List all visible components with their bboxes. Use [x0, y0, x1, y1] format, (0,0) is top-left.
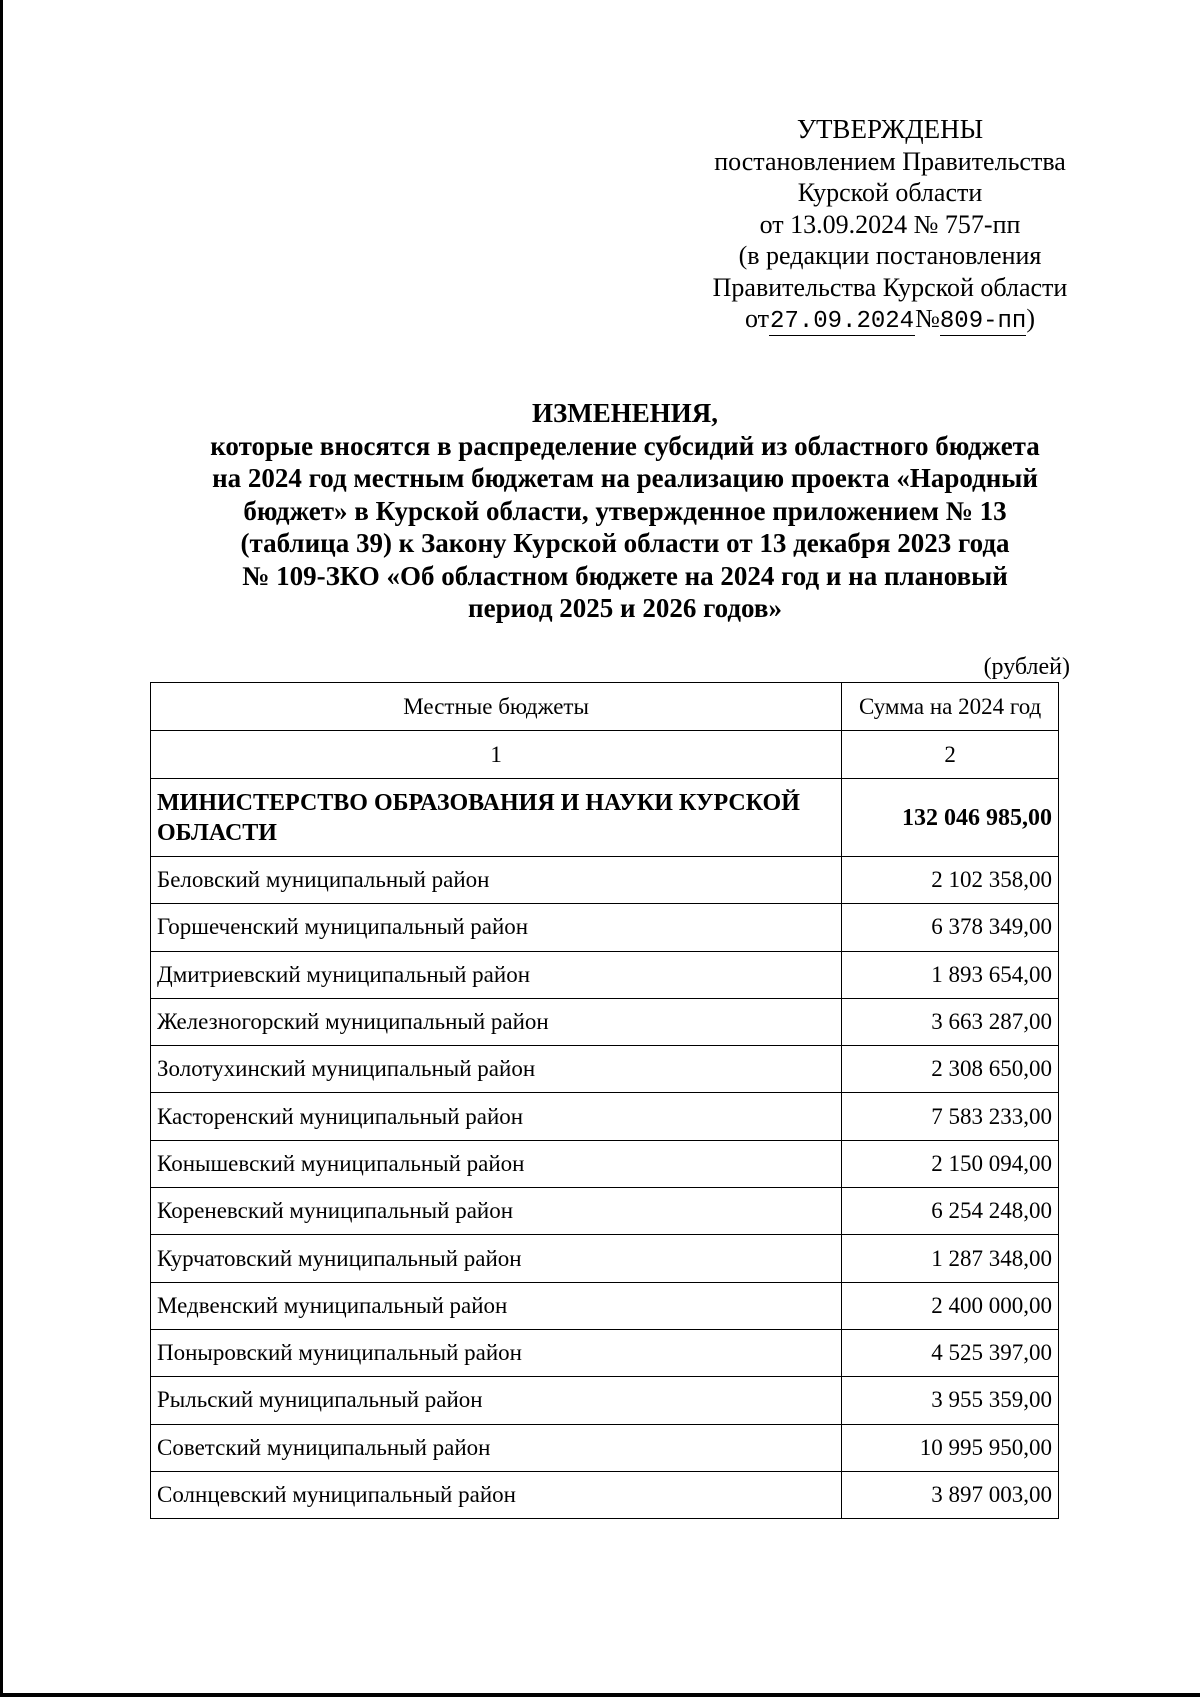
district-amount: 3 955 359,00	[842, 1377, 1059, 1424]
district-amount: 10 995 950,00	[842, 1424, 1059, 1471]
district-name: Поныровский муниципальный район	[151, 1329, 842, 1376]
amendment-date: 27.09.2024	[770, 308, 915, 335]
table-row	[151, 1471, 1059, 1518]
ministry-total-amount: 132 046 985,00	[842, 779, 1059, 857]
number-sign: №	[915, 304, 940, 333]
district-name: Рыльский муниципальный район	[151, 1377, 842, 1424]
district-name: Солнцевский муниципальный район	[151, 1471, 842, 1518]
heading-title: ИЗМЕНЕНИЯ,	[531, 398, 718, 428]
unit-label: (рублей)	[983, 654, 1070, 680]
district-name: Дмитриевский муниципальный район	[151, 951, 842, 998]
district-amount: 1 287 348,00	[842, 1235, 1059, 1282]
ministry-total-row	[151, 779, 1059, 857]
district-amount: 4 525 397,00	[842, 1329, 1059, 1376]
table-row	[151, 1329, 1059, 1376]
district-amount: 2 308 650,00	[842, 1046, 1059, 1093]
closing-paren: )	[1026, 304, 1035, 333]
approval-line: от 13.09.2024 № 757-пп	[759, 209, 1021, 239]
scan-edge-left	[0, 0, 3, 1697]
heading-line: бюджет» в Курской области, утвержденное приложением № 13	[243, 495, 1007, 526]
ministry-name: МИНИСТЕРСТВО ОБРАЗОВАНИЯ И НАУКИ КУРСКОЙ ОБЛАСТИ	[151, 779, 842, 857]
approval-line: постановлением Правительства	[714, 146, 1066, 176]
table-row	[151, 1188, 1059, 1235]
header-amount: Сумма на 2024 год	[842, 683, 1059, 731]
district-amount: 2 400 000,00	[842, 1282, 1059, 1329]
scan-edge-bottom	[0, 1693, 1200, 1697]
approval-line: (в редакции постановления	[738, 241, 1042, 270]
table-row	[151, 1093, 1059, 1140]
column-number-row	[151, 731, 1059, 779]
table-row	[151, 1424, 1059, 1471]
header-local-budgets: Местные бюджеты	[151, 683, 842, 731]
heading-line: период 2025 и 2026 годов»	[468, 593, 782, 623]
district-amount: 3 663 287,00	[842, 998, 1059, 1045]
table-row	[151, 1140, 1059, 1187]
district-amount: 3 897 003,00	[842, 1471, 1059, 1518]
district-name: Беловский муниципальный район	[151, 857, 842, 904]
date-prefix: от	[745, 304, 770, 333]
table-header-row	[151, 683, 1059, 731]
amendment-date-line	[680, 303, 1100, 338]
district-amount: 2 150 094,00	[842, 1140, 1059, 1187]
table-row	[151, 904, 1059, 951]
table-row	[151, 1046, 1059, 1093]
table-row	[151, 951, 1059, 998]
heading-line: которые вносятся в распределение субсидий из областного бюджета	[210, 430, 1040, 461]
column-number: 1	[151, 731, 842, 779]
table-row	[151, 998, 1059, 1045]
district-amount: 6 378 349,00	[842, 904, 1059, 951]
table-row	[151, 1235, 1059, 1282]
district-amount: 1 893 654,00	[842, 951, 1059, 998]
district-name: Железногорский муниципальный район	[151, 998, 842, 1045]
district-name: Кореневский муниципальный район	[151, 1188, 842, 1235]
approval-line: Правительства Курской области	[712, 272, 1068, 302]
subsidy-table	[150, 682, 1059, 1519]
district-name: Курчатовский муниципальный район	[151, 1235, 842, 1282]
approval-stamp	[680, 114, 1100, 338]
district-name: Конышевский муниципальный район	[151, 1140, 842, 1187]
district-name: Золотухинский муниципальный район	[151, 1046, 842, 1093]
heading-line: на 2024 год местным бюджетам на реализацию проекта «Народный	[212, 463, 1038, 493]
amendment-number: 809-пп	[939, 308, 1027, 335]
heading-line: (таблица 39) к Закону Курской области от 13 декабря 2023 года	[240, 528, 1010, 558]
approval-title: УТВЕРЖДЕНЫ	[796, 114, 984, 144]
column-number: 2	[842, 731, 1059, 779]
district-name: Касторенский муниципальный район	[151, 1093, 842, 1140]
approval-line: Курской области	[797, 178, 983, 207]
heading-line: № 109-ЗКО «Об областном бюджете на 2024 год и на плановый	[242, 560, 1008, 591]
district-amount: 7 583 233,00	[842, 1093, 1059, 1140]
district-amount: 6 254 248,00	[842, 1188, 1059, 1235]
table-row	[151, 1282, 1059, 1329]
district-amount: 2 102 358,00	[842, 857, 1059, 904]
document-heading	[150, 397, 1100, 625]
district-name: Медвенский муниципальный район	[151, 1282, 842, 1329]
district-name: Советский муниципальный район	[151, 1424, 842, 1471]
table-row	[151, 1377, 1059, 1424]
district-name: Горшеченский муниципальный район	[151, 904, 842, 951]
table-row	[151, 857, 1059, 904]
